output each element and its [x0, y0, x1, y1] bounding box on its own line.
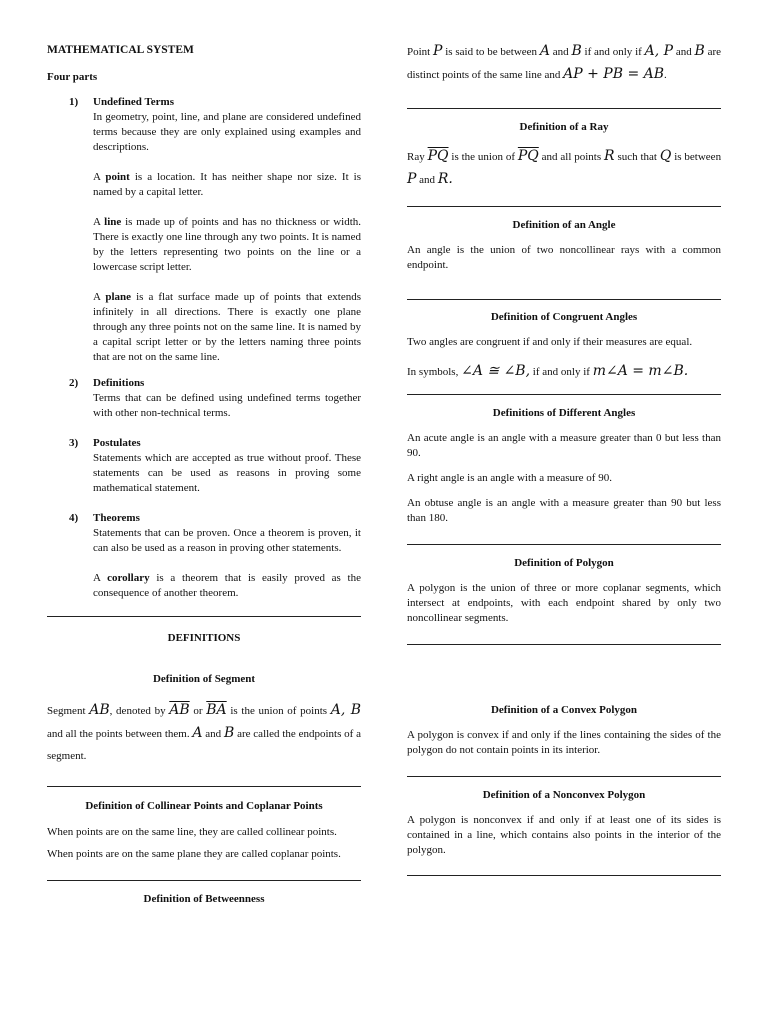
line-definition: A line is made up of points and has no thickness or width. There is exactly one line through any two points. It is named by the letters representing two points on the line or a lowercase script letter.	[93, 216, 362, 273]
list-number: 4)	[69, 512, 79, 524]
list-heading: Theorems	[93, 512, 140, 524]
congruent-heading: Definition of Congruent Angles	[490, 311, 638, 323]
list-number: 2)	[69, 377, 79, 389]
congruent-symbols: In symbols, ∠A ≅ ∠B, if and only if m∠A = m∠B.	[407, 363, 689, 379]
congruent-definition: Two angles are congruent if and only if their measures are equal.	[407, 336, 693, 348]
nonconvex-definition: A polygon is nonconvex if and only if at least one of its sides is contained in a line, which contains also points in the interior of the polygon.	[407, 814, 721, 856]
list-heading: Definitions	[93, 377, 145, 389]
segment-heading: Definition of Segment	[152, 673, 256, 685]
list-text: Statements that can be proven. Once a theorem is proven, it can also be used as a reason in proving other statements.	[93, 527, 361, 554]
right-angle-text: A right angle is an angle with a measure of 90.	[407, 472, 612, 484]
obtuse-angle-text: An obtuse angle is an angle with a measure greater than 90 but less than 180.	[407, 497, 721, 524]
angle-definition: An angle is the union of two noncollinear rays with a common endpoint.	[407, 244, 721, 271]
list-text: In geometry, point, line, and plane are considered undefined terms because they are only explained using examples and descriptions.	[93, 111, 361, 153]
convex-definition: A polygon is convex if and only if the lines containing the sides of the polygon do not contain points in its interior.	[407, 729, 721, 756]
ray-heading: Definition of a Ray	[519, 121, 609, 133]
different-angles-heading: Definitions of Different Angles	[492, 407, 636, 419]
list-item-definitions	[47, 376, 361, 421]
divider	[407, 206, 721, 207]
four-parts-heading: Four parts	[47, 71, 98, 83]
nonconvex-heading: Definition of a Nonconvex Polygon	[482, 789, 646, 801]
ray-definition: Ray $\overline{PQ}$ is the union of $\overline{PQ}$ and all points R such that Q is between P and R.	[407, 148, 722, 187]
list-item-undefined-terms	[47, 95, 361, 365]
right-column	[407, 40, 721, 876]
divider	[47, 786, 361, 787]
betweenness-heading: Definition of Betweenness	[143, 893, 265, 905]
page-title: MATHEMATICAL SYSTEM	[47, 44, 194, 56]
divider	[407, 544, 721, 545]
list-number: 3)	[69, 437, 79, 449]
left-column	[47, 40, 361, 907]
list-text: Statements which are accepted as true without proof. These statements can be used as reasons in proving some mathematical statement.	[93, 452, 361, 494]
divider	[407, 394, 721, 395]
list-item-theorems	[47, 511, 361, 601]
list-number: 1)	[69, 96, 79, 108]
divider	[47, 880, 361, 881]
plane-definition: A plane is a flat surface made up of points that extends infinitely in all directions. There is exactly one plane through any three points not on the same line. It is named by a capital script letter or by the letters naming three points that are not on the same line.	[93, 291, 361, 363]
list-heading: Undefined Terms	[93, 96, 174, 108]
point-definition: A point is a location. It has neither shape nor size. It is named by a capital letter.	[93, 171, 361, 198]
polygon-definition: A polygon is the union of three or more coplanar segments, which intersect at endpoints, with each endpoint shared by only two noncollinear segments.	[407, 582, 721, 624]
corollary-definition: A corollary is a theorem that is easily proved as the consequence of another theorem.	[93, 572, 361, 599]
segment-definition: Segment AB, denoted by $\overline{AB}$ or $\overline{BA}$ is the union of points A, B and all the points between them. A and B are called the endpoints of a segment.	[47, 702, 362, 762]
divider	[407, 875, 721, 876]
collinear-heading: Definition of Collinear Points and Coplanar Points	[85, 800, 323, 812]
divider	[407, 108, 721, 109]
angle-heading: Definition of an Angle	[512, 219, 616, 231]
acute-angle-text: An acute angle is an angle with a measure greater than 0 but less than 90.	[407, 432, 721, 459]
definitions-heading: DEFINITIONS	[167, 632, 241, 644]
list-heading: Postulates	[93, 437, 141, 449]
list-item-postulates	[47, 436, 361, 496]
polygon-heading: Definition of Polygon	[514, 557, 614, 569]
divider	[47, 616, 361, 617]
coplanar-text: When points are on the same plane they are called coplanar points.	[47, 848, 341, 860]
divider	[407, 776, 721, 777]
list-text: Terms that can be defined using undefined terms together with other non-technical terms.	[93, 392, 361, 419]
collinear-text: When points are on the same line, they are called collinear points.	[47, 826, 337, 838]
divider	[407, 644, 721, 645]
betweenness-definition: Point P is said to be between A and B if and only if A, P and B are distinct points of the same line and AP + PB = AB.	[407, 43, 722, 82]
convex-heading: Definition of a Convex Polygon	[490, 704, 638, 716]
divider	[407, 299, 721, 300]
